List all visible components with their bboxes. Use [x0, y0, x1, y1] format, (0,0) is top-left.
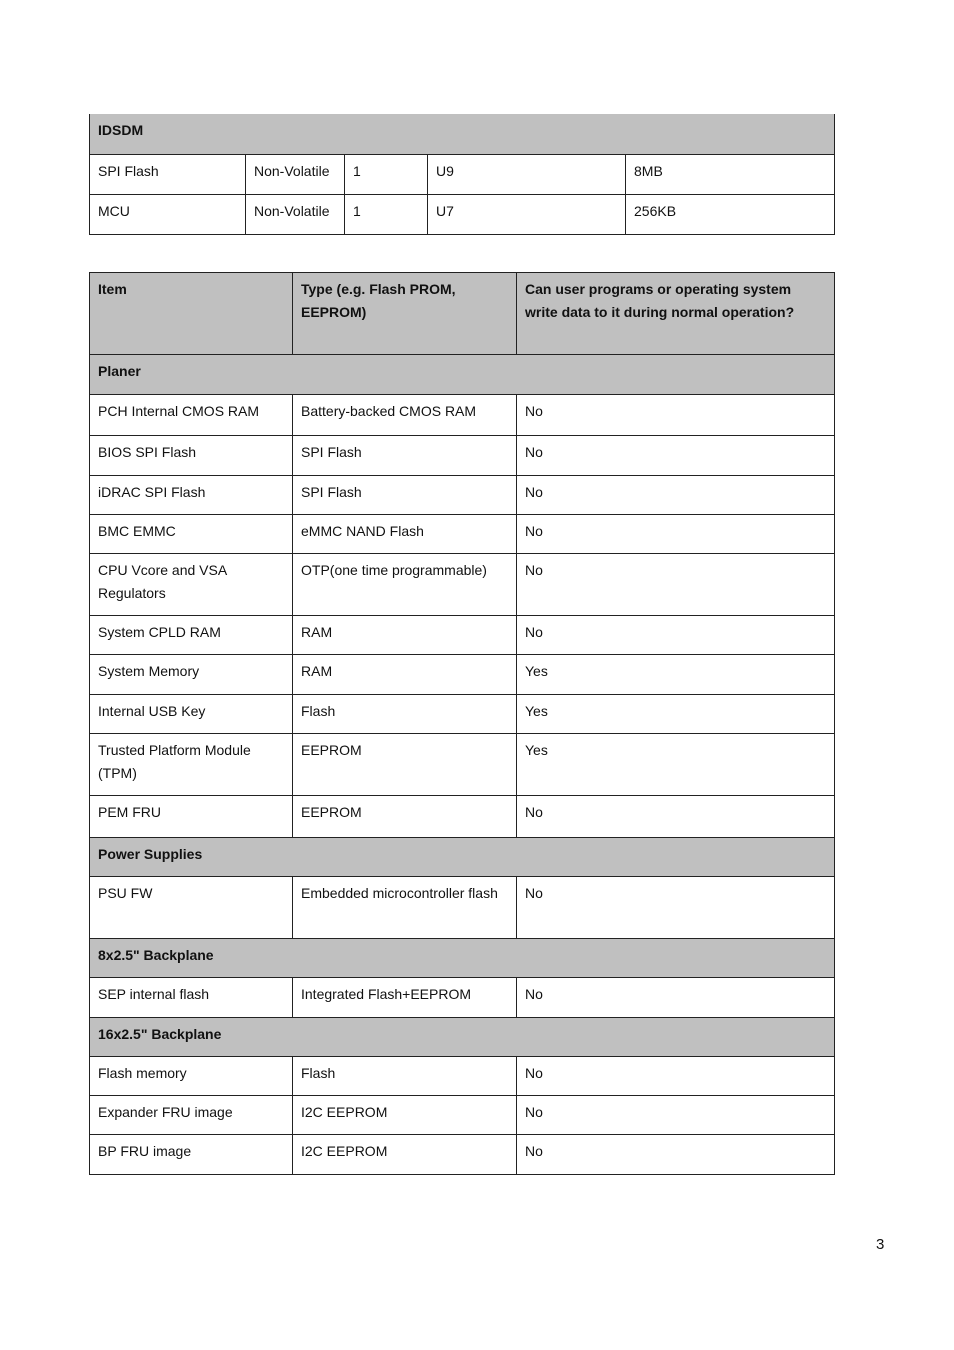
table-cell: 256KB	[626, 194, 835, 234]
table-cell: Flash	[293, 1057, 517, 1096]
section-title: 8x2.5" Backplane	[90, 939, 835, 978]
table-cell: I2C EEPROM	[293, 1135, 517, 1175]
idsdm-table	[89, 114, 835, 235]
table-cell: System CPLD RAM	[90, 616, 293, 655]
table-cell: No	[517, 978, 835, 1018]
table-cell: iDRAC SPI Flash	[90, 476, 293, 515]
table-cell: No	[517, 476, 835, 515]
table-row	[90, 515, 835, 554]
table-cell: SPI Flash	[90, 154, 246, 194]
table-cell: Non-Volatile	[246, 154, 345, 194]
section-row-8x-backplane	[90, 939, 835, 978]
section-row-idsdm	[90, 114, 835, 154]
table-cell: BIOS SPI Flash	[90, 436, 293, 476]
table-cell: Yes	[517, 695, 835, 734]
table-row	[90, 616, 835, 655]
section-row-16x-backplane	[90, 1018, 835, 1057]
table-cell: BP FRU image	[90, 1135, 293, 1175]
table-cell: No	[517, 436, 835, 476]
table-cell: RAM	[293, 655, 517, 695]
table-row	[90, 476, 835, 515]
table-cell: No	[517, 554, 835, 616]
table-cell: Integrated Flash+EEPROM	[293, 978, 517, 1018]
table-cell: No	[517, 1135, 835, 1175]
memory-inventory-table	[89, 272, 835, 1175]
table-cell: Non-Volatile	[246, 194, 345, 234]
table-row	[90, 796, 835, 838]
table-cell: RAM	[293, 616, 517, 655]
table-row	[90, 1135, 835, 1175]
table-cell: I2C EEPROM	[293, 1096, 517, 1135]
table-cell: No	[517, 395, 835, 436]
table-cell: PEM FRU	[90, 796, 293, 838]
section-title: IDSDM	[90, 114, 835, 154]
section-title: 16x2.5" Backplane	[90, 1018, 835, 1057]
table-cell: 1	[345, 154, 428, 194]
table-cell: No	[517, 1096, 835, 1135]
table-cell: CPU Vcore and VSA Regulators	[90, 554, 293, 616]
table-cell: SPI Flash	[293, 476, 517, 515]
table-cell: U7	[428, 194, 626, 234]
table-cell: No	[517, 515, 835, 554]
header-item: Item	[90, 273, 293, 355]
table-row	[90, 194, 835, 234]
table-row	[90, 395, 835, 436]
table-row	[90, 978, 835, 1018]
table-row	[90, 554, 835, 616]
table-cell: 1	[345, 194, 428, 234]
table-row	[90, 154, 835, 194]
section-row-planer	[90, 355, 835, 395]
table-cell: No	[517, 1057, 835, 1096]
table-cell: eMMC NAND Flash	[293, 515, 517, 554]
header-writable: Can user programs or operating system write data to it during normal operation?	[517, 273, 835, 355]
section-row-power-supplies	[90, 838, 835, 877]
table-cell: BMC EMMC	[90, 515, 293, 554]
table-row	[90, 1057, 835, 1096]
table-row	[90, 1096, 835, 1135]
table-cell: System Memory	[90, 655, 293, 695]
table-row	[90, 695, 835, 734]
table-cell: SEP internal flash	[90, 978, 293, 1018]
table-row	[90, 436, 835, 476]
table-cell: Trusted Platform Module (TPM)	[90, 734, 293, 796]
table-cell: No	[517, 877, 835, 939]
table-cell: OTP(one time programmable)	[293, 554, 517, 616]
table-cell: Yes	[517, 655, 835, 695]
page-number: 3	[876, 1236, 885, 1253]
table-cell: Embedded microcontroller flash	[293, 877, 517, 939]
table-cell: No	[517, 796, 835, 838]
table-cell: Flash	[293, 695, 517, 734]
table-cell: No	[517, 616, 835, 655]
table-row	[90, 734, 835, 796]
table-cell: EEPROM	[293, 734, 517, 796]
table-row	[90, 655, 835, 695]
table-cell: Flash memory	[90, 1057, 293, 1096]
header-type: Type (e.g. Flash PROM, EEPROM)	[293, 273, 517, 355]
table-row	[90, 877, 835, 939]
table-cell: Expander FRU image	[90, 1096, 293, 1135]
table-cell: Battery-backed CMOS RAM	[293, 395, 517, 436]
table-cell: EEPROM	[293, 796, 517, 838]
section-title: Planer	[90, 355, 835, 395]
table-cell: 8MB	[626, 154, 835, 194]
table-cell: MCU	[90, 194, 246, 234]
table-cell: U9	[428, 154, 626, 194]
section-title: Power Supplies	[90, 838, 835, 877]
table-cell: SPI Flash	[293, 436, 517, 476]
header-row	[90, 273, 835, 355]
table-cell: PCH Internal CMOS RAM	[90, 395, 293, 436]
table-cell: Yes	[517, 734, 835, 796]
table-cell: PSU FW	[90, 877, 293, 939]
table-cell: Internal USB Key	[90, 695, 293, 734]
